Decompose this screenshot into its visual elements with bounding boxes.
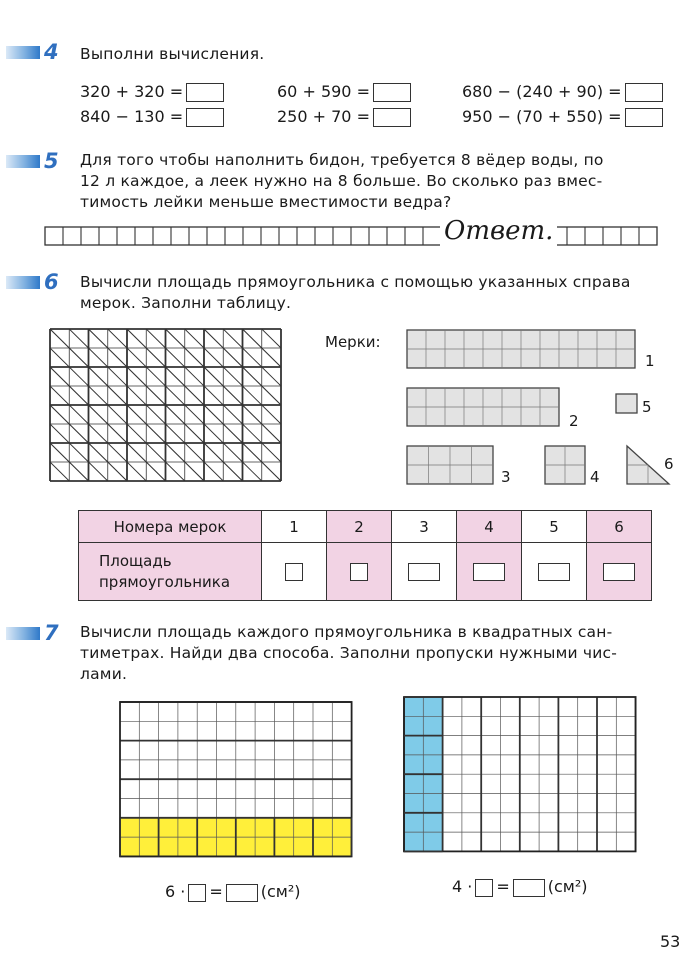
answer-box[interactable]: [625, 83, 663, 102]
answer-box[interactable]: [226, 884, 258, 902]
table-cell: [392, 543, 457, 601]
task-4-title: Выполни вычисления.: [80, 45, 265, 63]
table-col-header: 6: [587, 511, 652, 543]
answer-box[interactable]: [373, 83, 411, 102]
answer-box[interactable]: [350, 563, 368, 581]
task-6-number: 6: [44, 270, 59, 294]
task-7-text: Вычисли площадь каждого прямоугольника в квадратных сан- тиметрах. Найди два способа. Заполни пропуски нужными чис- лами.: [80, 623, 618, 683]
measure-number: 5: [642, 398, 652, 416]
rectangle-grid: [48, 327, 284, 485]
measure-number: 4: [590, 468, 600, 486]
page-number: 53: [660, 932, 681, 951]
answer-box[interactable]: [473, 563, 505, 581]
table-cell: [457, 543, 522, 601]
task-marker: [6, 46, 40, 59]
table-col-header: 2: [327, 511, 392, 543]
equation: 840 − 130 =: [80, 107, 224, 127]
table-row-header: Площадь прямоугольника: [79, 543, 262, 601]
equation: 320 + 320 =: [80, 82, 224, 102]
equation: 60 + 590 =: [277, 82, 411, 102]
measure-number: 3: [501, 468, 511, 486]
answer-box[interactable]: [188, 884, 206, 902]
task-marker: [6, 155, 40, 168]
measures-area: [405, 328, 675, 490]
formula-1: 6 · = (см²): [165, 882, 301, 901]
answer-strip[interactable]: [44, 224, 670, 248]
table-cell: [327, 543, 392, 601]
measures-table: [78, 510, 652, 601]
measures-label: Мерки:: [325, 333, 381, 351]
table-col-header: 1: [262, 511, 327, 543]
task-4-number: 4: [44, 40, 59, 64]
task-5-number: 5: [44, 149, 59, 173]
table-cell: [587, 543, 652, 601]
task-7-number: 7: [44, 621, 59, 645]
task-marker: [6, 627, 40, 640]
table-cell: [262, 543, 327, 601]
table-header: Номера мерок: [79, 511, 262, 543]
task-5-text: Для того чтобы наполнить бидон, требуется 8 вёдер воды, по 12 л каждое, а леек нужно на 8 больше. Во сколько раз вмес- тимость лейки меньше вместимости ведра?: [80, 151, 604, 211]
measure-number: 1: [645, 352, 655, 370]
answer-box[interactable]: [603, 563, 635, 581]
table-cell: [522, 543, 587, 601]
answer-box[interactable]: [285, 563, 303, 581]
answer-box[interactable]: [408, 563, 440, 581]
answer-box[interactable]: [186, 108, 224, 127]
measure-number: 6: [664, 455, 674, 473]
answer-box[interactable]: [625, 108, 663, 127]
table-col-header: 4: [457, 511, 522, 543]
answer-label: Ответ.: [440, 216, 557, 246]
task-6-text: Вычисли площадь прямоугольника с помощью указанных справа мерок. Заполни таблицу.: [80, 273, 631, 312]
task-marker: [6, 276, 40, 289]
answer-box[interactable]: [186, 83, 224, 102]
equation: 950 − (70 + 550) =: [462, 107, 663, 127]
answer-box[interactable]: [513, 879, 545, 897]
rectangle-blue-grid: [402, 695, 638, 855]
rectangle-yellow-grid: [118, 700, 354, 860]
table-col-header: 3: [392, 511, 457, 543]
equation: 680 − (240 + 90) =: [462, 82, 663, 102]
answer-box[interactable]: [538, 563, 570, 581]
formula-2: 4 · = (см²): [452, 877, 588, 896]
answer-box[interactable]: [373, 108, 411, 127]
equation: 250 + 70 =: [277, 107, 411, 127]
answer-box[interactable]: [475, 879, 493, 897]
measure-number: 2: [569, 412, 579, 430]
table-col-header: 5: [522, 511, 587, 543]
